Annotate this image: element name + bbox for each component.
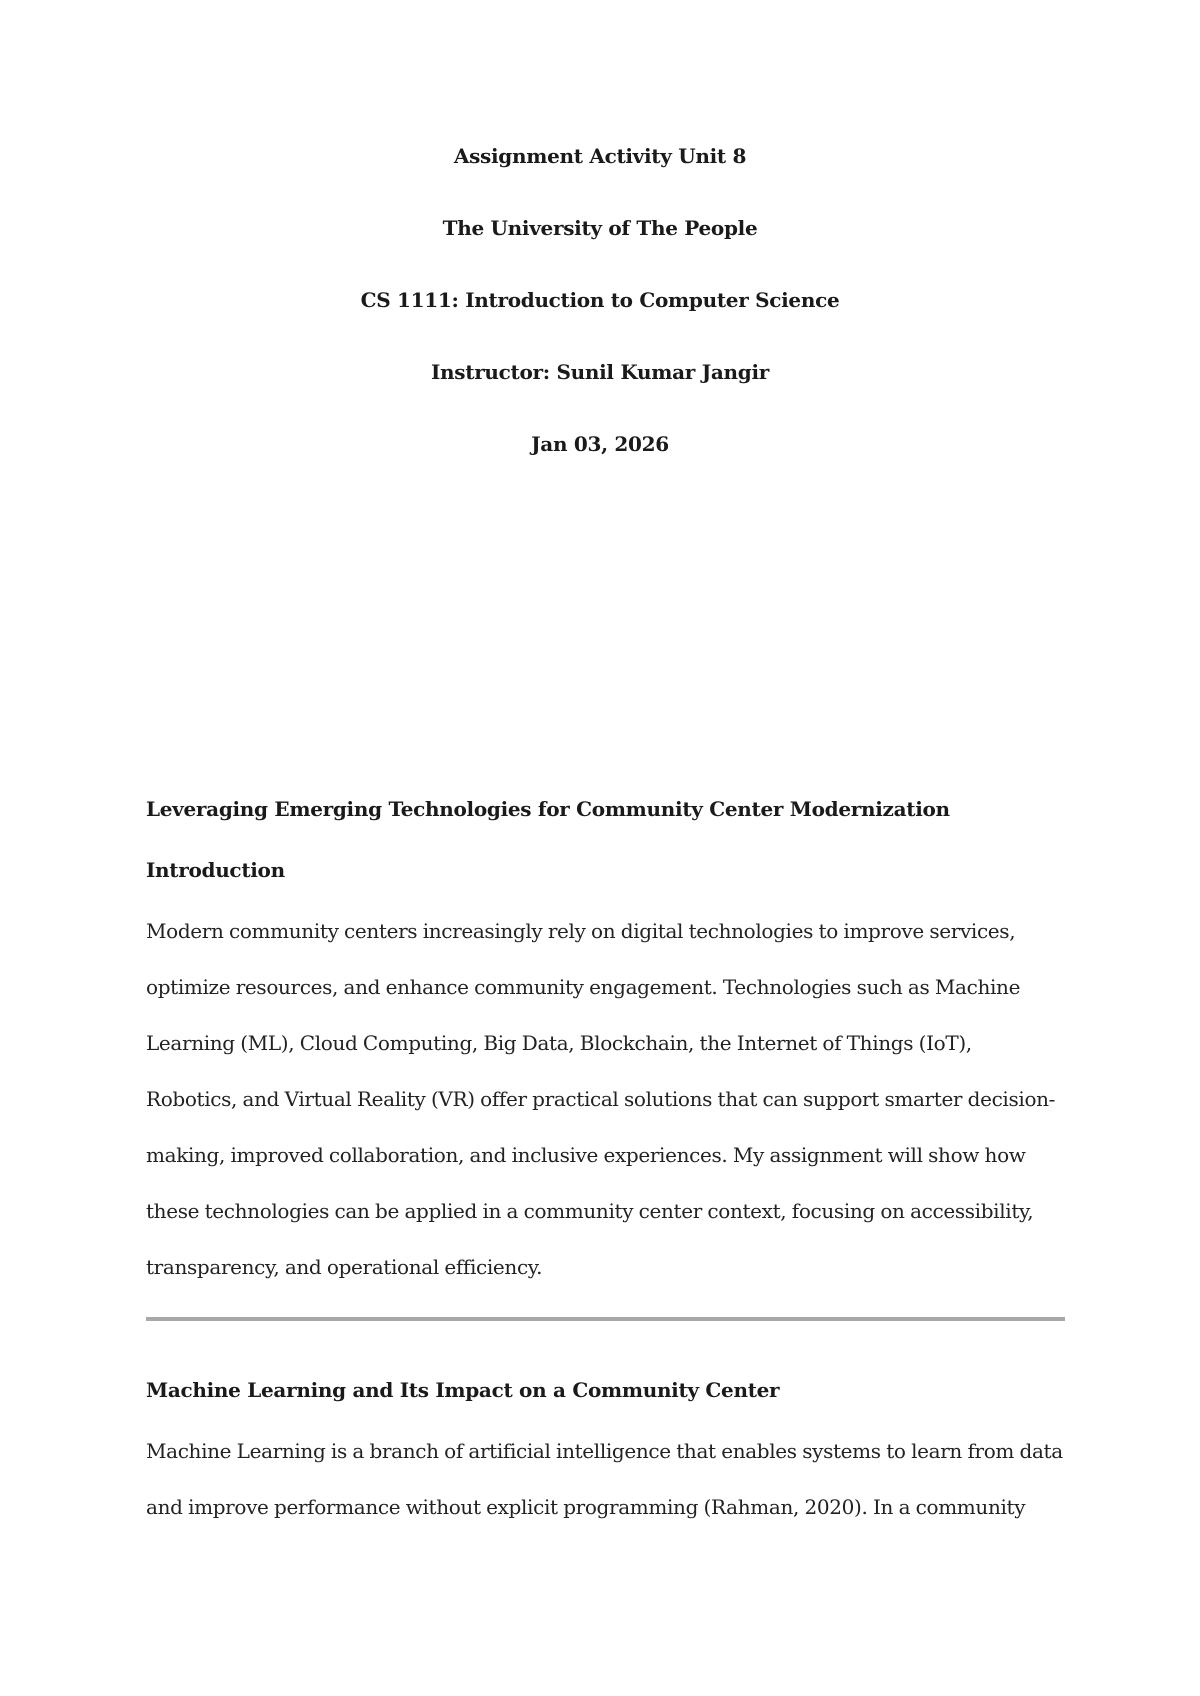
- paragraph-line: and improve performance without explicit programming (Rahman, 2020). In a community: [146, 1495, 1026, 1519]
- paragraph-line: Modern community centers increasingly rely on digital technologies to improve services,: [146, 919, 1016, 943]
- title-page-block: [0, 144, 1200, 504]
- paper-title: Leveraging Emerging Technologies for Community Center Modernization: [146, 797, 950, 821]
- paragraph-line: Machine Learning is a branch of artificial intelligence that enables systems to learn from data: [146, 1439, 1063, 1463]
- paragraph-line: making, improved collaboration, and inclusive experiences. My assignment will show how: [146, 1143, 1026, 1167]
- machine-learning-heading: Machine Learning and Its Impact on a Community Center: [146, 1378, 780, 1402]
- horizontal-divider: [146, 1317, 1065, 1321]
- paragraph-line: Learning (ML), Cloud Computing, Big Data, Blockchain, the Internet of Things (IoT),: [146, 1031, 972, 1055]
- university-name: The University of The People: [442, 216, 758, 240]
- machine-learning-body: [146, 1423, 1066, 1535]
- course-name: CS 1111: Introduction to Computer Science: [360, 288, 840, 312]
- paragraph-line: Robotics, and Virtual Reality (VR) offer practical solutions that can support smarter decision-: [146, 1087, 1056, 1111]
- paragraph-line: optimize resources, and enhance community engagement. Technologies such as Machine: [146, 975, 1021, 999]
- introduction-heading: Introduction: [146, 858, 285, 882]
- paper-title-block: [146, 797, 1066, 821]
- submission-date: Jan 03, 2026: [531, 432, 669, 456]
- assignment-title: Assignment Activity Unit 8: [453, 144, 747, 168]
- machine-learning-section: [146, 1378, 1066, 1402]
- paragraph-line: transparency, and operational efficiency.: [146, 1255, 543, 1279]
- introduction-section: [146, 858, 1066, 882]
- paragraph-line: these technologies can be applied in a community center context, focusing on accessibility,: [146, 1199, 1034, 1223]
- instructor-name: Instructor: Sunil Kumar Jangir: [431, 360, 769, 384]
- introduction-body: [146, 903, 1066, 1295]
